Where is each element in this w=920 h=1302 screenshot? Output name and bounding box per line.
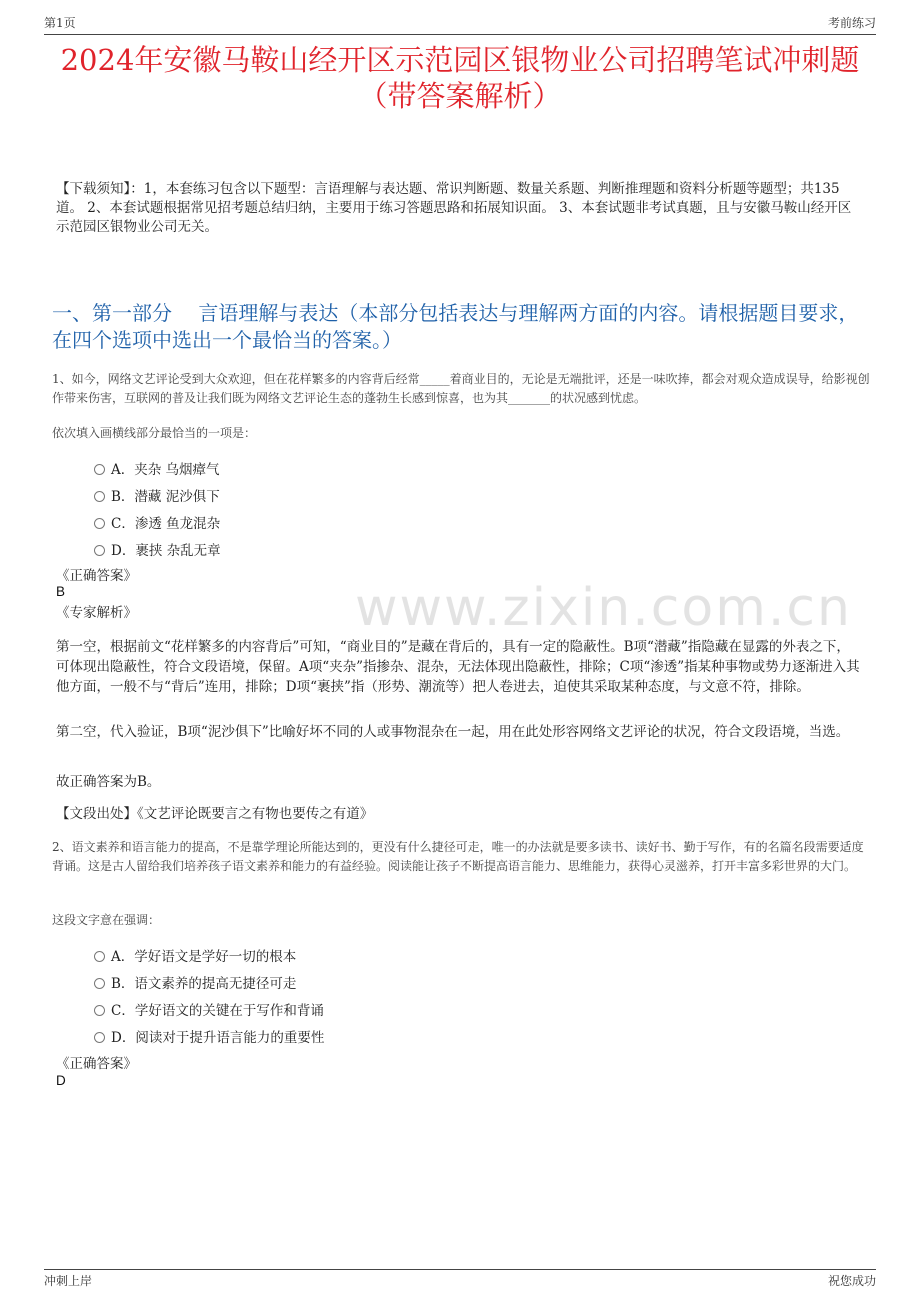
answer-label: 《正确答案》 [56, 568, 137, 584]
option-label: C．渗透 鱼龙混杂 [111, 515, 221, 532]
option-b[interactable] [94, 968, 324, 995]
option-c[interactable] [94, 508, 221, 535]
radio-icon[interactable] [94, 1032, 105, 1043]
option-label: B．潜藏 泥沙俱下 [111, 488, 220, 505]
option-label: D．阅读对于提升语言能力的重要性 [111, 1029, 325, 1046]
question-1-prompt: 依次填入画横线部分最恰当的一项是： [52, 426, 257, 440]
watermark: www.zixin.com.cn [355, 578, 852, 638]
header-label: 考前练习 [827, 16, 876, 30]
option-label: A．学好语文是学好一切的根本 [111, 948, 297, 965]
title-line-1: 2024年安徽马鞍山经开区示范园区银物业公司招聘笔试冲刺题 [60, 43, 860, 77]
question-2-prompt: 这段文字意在强调： [52, 913, 161, 927]
answer-value: D [56, 1073, 66, 1088]
passage-source: 【文段出处】《文艺评论既要言之有物也要传之有道》 [56, 806, 374, 822]
document-title [40, 42, 880, 114]
option-label: B．语文素养的提高无捷径可走 [111, 975, 297, 992]
radio-icon[interactable] [94, 951, 105, 962]
footer-rule [44, 1269, 876, 1270]
option-label: C．学好语文的关键在于写作和背诵 [111, 1002, 324, 1019]
radio-icon[interactable] [94, 464, 105, 475]
section-heading: 一、第一部分 言语理解与表达（本部分包括表达与理解两方面的内容。请根据题目要求，在四个选项中选出一个最恰当的答案。） [52, 301, 859, 352]
option-label: A．夹杂 乌烟瘴气 [111, 461, 220, 478]
header-rule [44, 34, 876, 35]
analysis-paragraph-3: 故正确答案为B。 [56, 774, 161, 790]
radio-icon[interactable] [94, 1005, 105, 1016]
analysis-paragraph-1: 第一空，根据前文“花样繁多的内容背后”可知，“商业目的”是藏在背后的，具有一定的隐蔽性。B项“潜藏”指隐藏在显露的外表之下，可体现出隐蔽性，符合文段语境，保留。A项“夹杂”指掺杂、混杂，无法体现出隐蔽性，排除；C项“渗透”指某种事物或势力逐渐进入其他方面，一般不与“背后”连用，排除；D项“裹挟”指（形势、潮流等）把人卷进去，迫使其采取某种态度，与文意不符，排除。 [56, 639, 860, 695]
radio-icon[interactable] [94, 491, 105, 502]
analysis-label: 《专家解析》 [56, 605, 137, 621]
analysis-paragraph-2: 第二空，代入验证，B项“泥沙俱下”比喻好坏不同的人或事物混杂在一起，用在此处形容网络文艺评论的状况，符合文段语境，当选。 [56, 724, 850, 740]
option-a[interactable] [94, 454, 221, 481]
radio-icon[interactable] [94, 545, 105, 556]
radio-icon[interactable] [94, 518, 105, 529]
page-header [44, 14, 876, 32]
option-c[interactable] [94, 995, 324, 1022]
question-2-stem: 2、语文素养和语言能力的提高，不是靠学理论所能达到的，更没有什么捷径可走，唯一的办法就是要多读书、读好书、勤于写作，有的名篇名段需要适度背诵。这是古人留给我们培养孩子语文素养和能力的有益经验。阅读能让孩子不断提高语言能力、思维能力，获得心灵滋养，打开丰富多彩世界的大门。 [52, 840, 864, 873]
footer-left-label: 冲刺上岸 [44, 1274, 93, 1288]
option-label: D．裹挟 杂乱无章 [111, 542, 221, 559]
answer-label: 《正确答案》 [56, 1056, 137, 1072]
question-2-options [94, 941, 324, 1049]
answer-value: B [56, 584, 66, 599]
footer-right-label: 祝您成功 [827, 1274, 876, 1288]
title-line-2: （带答案解析） [358, 79, 562, 113]
option-d[interactable] [94, 1022, 324, 1049]
option-d[interactable] [94, 535, 221, 562]
radio-icon[interactable] [94, 978, 105, 989]
option-a[interactable] [94, 941, 324, 968]
question-1-options [94, 454, 221, 562]
option-b[interactable] [94, 481, 221, 508]
page-number: 第1页 [44, 16, 76, 30]
download-notice: 【下载须知】：1，本套练习包含以下题型：言语理解与表达题、常识判断题、数量关系题、判断推理题和资料分析题等题型；共135道。 2、本套试题根据常见招考题总结归纳，主要用于练习答题思路和拓展知识面。 3、本套试题非考试真题，且与安徽马鞍山经开区示范园区银物业公司无关。 [56, 181, 852, 235]
question-1-stem: 1、如今，网络文艺评论受到大众欢迎，但在花样繁多的内容背后经常_____着商业目的，无论是无端批评，还是一味吹捧，都会对观众造成误导，给影视创作带来伤害，互联网的普及让我们既为网络文艺评论生态的蓬勃生长感到惊喜，也为其_______的状况感到忧虑。 [52, 372, 870, 405]
